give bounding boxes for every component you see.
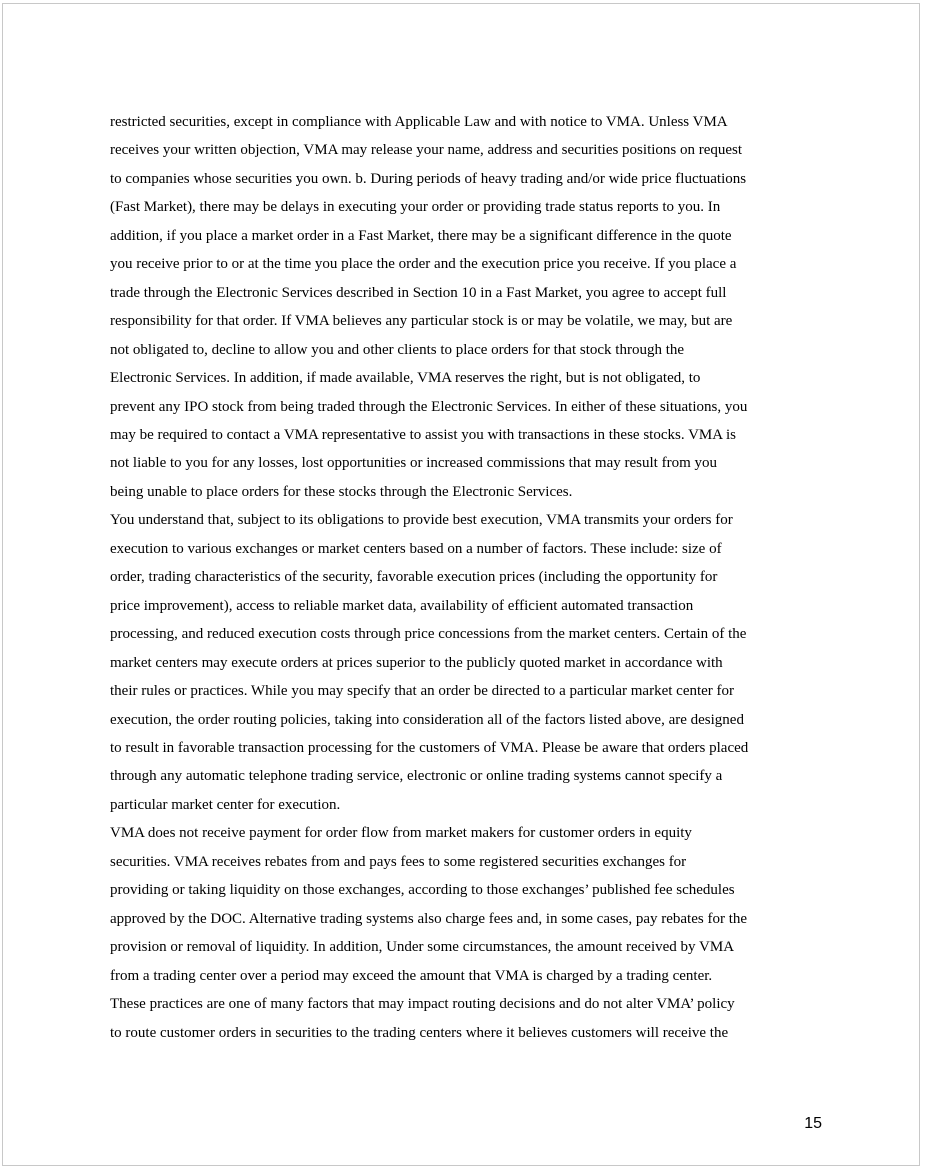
text-line: (Fast Market), there may be delays in executing your order or providing trade status reports to you. In [110,199,721,216]
text-line: VMA does not receive payment for order flow from market makers for customer orders in equity [110,825,692,842]
text-line: you receive prior to or at the time you place the order and the execution price you receive. If you place a [110,256,737,273]
text-line: receives your written objection, VMA may release your name, address and securities positions on request [110,142,743,159]
text-line: You understand that, subject to its obligations to provide best execution, VMA transmits your orders for [110,512,733,529]
text-line: securities. VMA receives rebates from and pays fees to some registered securities exchanges for [110,853,687,870]
text-line: particular market center for execution. [110,796,341,813]
text-line: providing or taking liquidity on those exchanges, according to those exchanges’ published fee schedules [110,882,735,899]
text-line: their rules or practices. While you may specify that an order be directed to a particular market center for [110,683,735,700]
text-line: market centers may execute orders at prices superior to the publicly quoted market in accordance with [110,654,723,671]
text-line: approved by the DOC. Alternative trading systems also charge fees and, in some cases, pay rebates for the [110,910,748,927]
text-line: trade through the Electronic Services described in Section 10 in a Fast Market, you agree to accept full [110,284,727,301]
text-line: restricted securities, except in compliance with Applicable Law and with notice to VMA. Unless VMA [110,114,728,130]
text-line: being unable to place orders for these stocks through the Electronic Services. [110,483,573,500]
text-line: processing, and reduced execution costs through price concessions from the market centers. Certain of the [110,626,747,643]
text-line: may be required to contact a VMA representative to assist you with transactions in these stocks. VMA is [110,426,736,443]
text-line: provision or removal of liquidity. In addition, Under some circumstances, the amount received by VMA [110,939,735,956]
text-line: to route customer orders in securities to the trading centers where it believes customers will receive the [110,1024,729,1041]
text-line: execution, the order routing policies, taking into consideration all of the factors listed above, are designed [110,711,744,728]
text-line: to companies whose securities you own. b. During periods of heavy trading and/or wide price fluctuations [110,170,747,187]
text-line: to result in favorable transaction processing for the customers of VMA. Please be aware that orders placed [110,739,749,756]
text-line: order, trading characteristics of the security, favorable execution prices (including the opportunity for [110,569,718,586]
text-line: not obligated to, decline to allow you and other clients to place orders for that stock through the [110,341,685,358]
text-line: responsibility for that order. If VMA believes any particular stock is or may be volatile, we may, but are [110,313,733,330]
paragraph [110,506,814,819]
document-body [110,108,814,1047]
text-line: from a trading center over a period may exceed the amount that VMA is charged by a trading center. [110,967,713,984]
text-line: through any automatic telephone trading service, electronic or online trading systems cannot specify a [110,768,723,785]
text-line: execution to various exchanges or market centers based on a number of factors. These include: size of [110,540,722,557]
paragraph [110,819,814,1047]
page-number: 15 [804,1115,822,1132]
text-line: not liable to you for any losses, lost opportunities or increased commissions that may result from you [110,455,717,472]
text-line: Electronic Services. In addition, if made available, VMA reserves the right, but is not obligated, to [110,370,701,387]
text-line: addition, if you place a market order in a Fast Market, there may be a significant difference in the quote [110,227,732,244]
text-line: price improvement), access to reliable market data, availability of efficient automated transaction [110,597,694,614]
paragraph [110,108,814,506]
text-line: prevent any IPO stock from being traded through the Electronic Services. In either of these situations, you [110,398,748,415]
text-line: These practices are one of many factors that may impact routing decisions and do not alter VMA’ policy [110,996,735,1013]
